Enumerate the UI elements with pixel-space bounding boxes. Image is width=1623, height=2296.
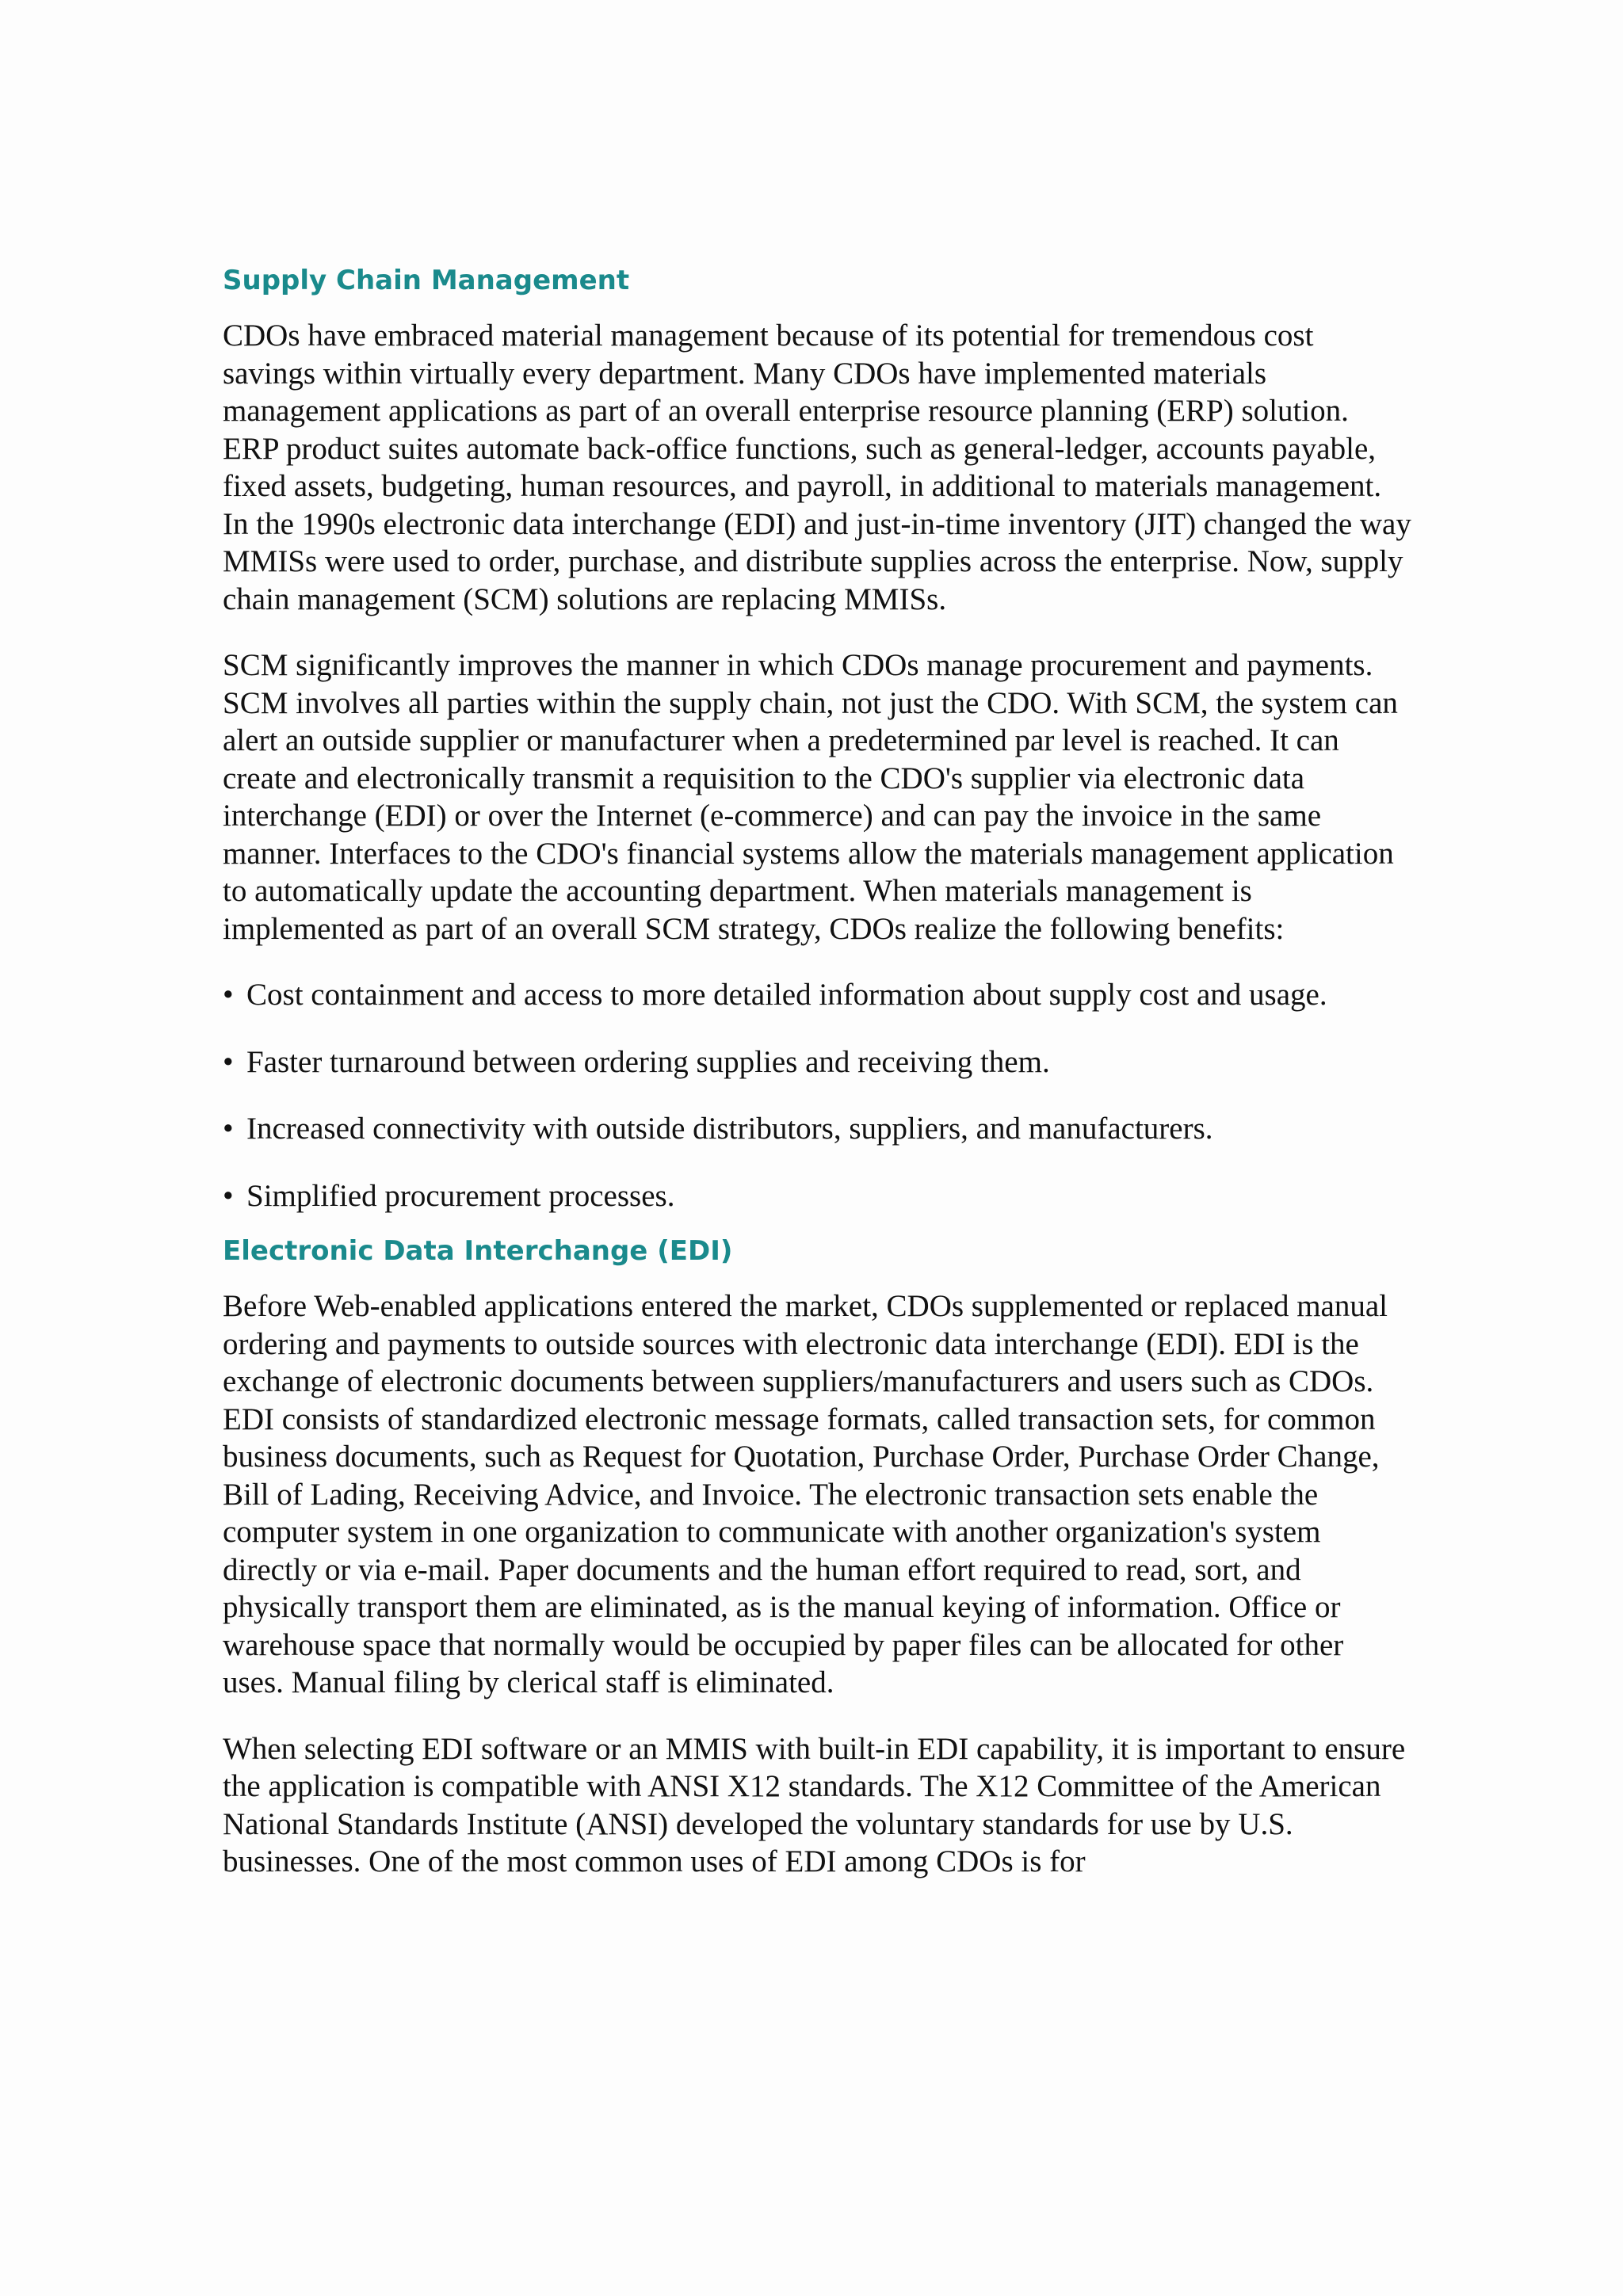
paragraph: When selecting EDI software or an MMIS with built-in EDI capability, it is important to ensure the application is compatible with ANSI X12 standards. The X12 Committee of the American National Standards Institute (ANSI) developed the voluntary standards for use by U.S. businesses. One of the most common uses of EDI among CDOs is for: [223, 1731, 1406, 1878]
list-item: [223, 976, 1411, 1014]
bullet-icon: •: [223, 1044, 234, 1079]
section-heading-supply-chain: Supply Chain Management: [223, 265, 630, 296]
list-item-text: Increased connectivity with outside distributors, suppliers, and manufacturers.: [246, 1112, 1213, 1146]
list-item-text: Simplified procurement processes.: [246, 1178, 675, 1213]
list-item: [223, 1043, 1411, 1081]
bullet-icon: •: [223, 1112, 234, 1146]
document-body: [223, 261, 1411, 1909]
paragraph: CDOs have embraced material management because of its potential for tremendous cost savings within virtually every department. Many CDOs have implemented materials management applications as part of an overall enterprise resource planning (ERP) solution. ERP product suites automate back-office functions, such as general-ledger, accounts payable, fixed assets, budgeting, human resources, and payroll, in additional to materials management. In the 1990s electronic data interchange (EDI) and just-in-time inventory (JIT) changed the way MMISs were used to order, purchase, and distribute supplies across the enterprise. Now, supply chain management (SCM) solutions are replacing MMISs.: [223, 318, 1411, 616]
benefits-list: [223, 976, 1411, 1215]
list-item-text: Faster turnaround between ordering supplies and receiving them.: [246, 1044, 1050, 1079]
section-heading-edi: Electronic Data Interchange (EDI): [223, 1235, 733, 1267]
list-item: [223, 1177, 1411, 1215]
bullet-icon: •: [223, 1178, 234, 1213]
paragraph: SCM significantly improves the manner in which CDOs manage procurement and payments. SCM involves all parties within the supply chain, not just the CDO. With SCM, the system can alert an outside supplier or manufacturer when a predetermined par level is reached. It can create and electronically transmit a requisition to the CDO's supplier via electronic data interchange (EDI) or over the Internet (e-commerce) and can pay the invoice in the same manner. Interfaces to the CDO's financial systems allow the materials management application to automatically update the accounting department. When materials management is implemented as part of an overall SCM strategy, CDOs realize the following benefits:: [223, 648, 1398, 946]
paragraph: Before Web-enabled applications entered the market, CDOs supplemented or replaced manual ordering and payments to outside sources with electronic data interchange (EDI). EDI is the exchange of electronic documents between suppliers/manufacturers and users such as CDOs. EDI consists of standardized electronic message formats, called transaction sets, for common business documents, such as Request for Quotation, Purchase Order, Purchase Order Change, Bill of Lading, Receiving Advice, and Invoice. The electronic transaction sets enable the computer system in one organization to communicate with another organization's system directly or via e-mail. Paper documents and the human effort required to read, sort, and physically transport them are eliminated, as is the manual keying of information. Office or warehouse space that normally would be occupied by paper files can be allocated for other uses. Manual filing by clerical staff is eliminated.: [223, 1289, 1388, 1699]
bullet-icon: •: [223, 978, 234, 1012]
list-item-text: Cost containment and access to more detailed information about supply cost and usage.: [246, 978, 1327, 1012]
list-item: [223, 1110, 1411, 1148]
